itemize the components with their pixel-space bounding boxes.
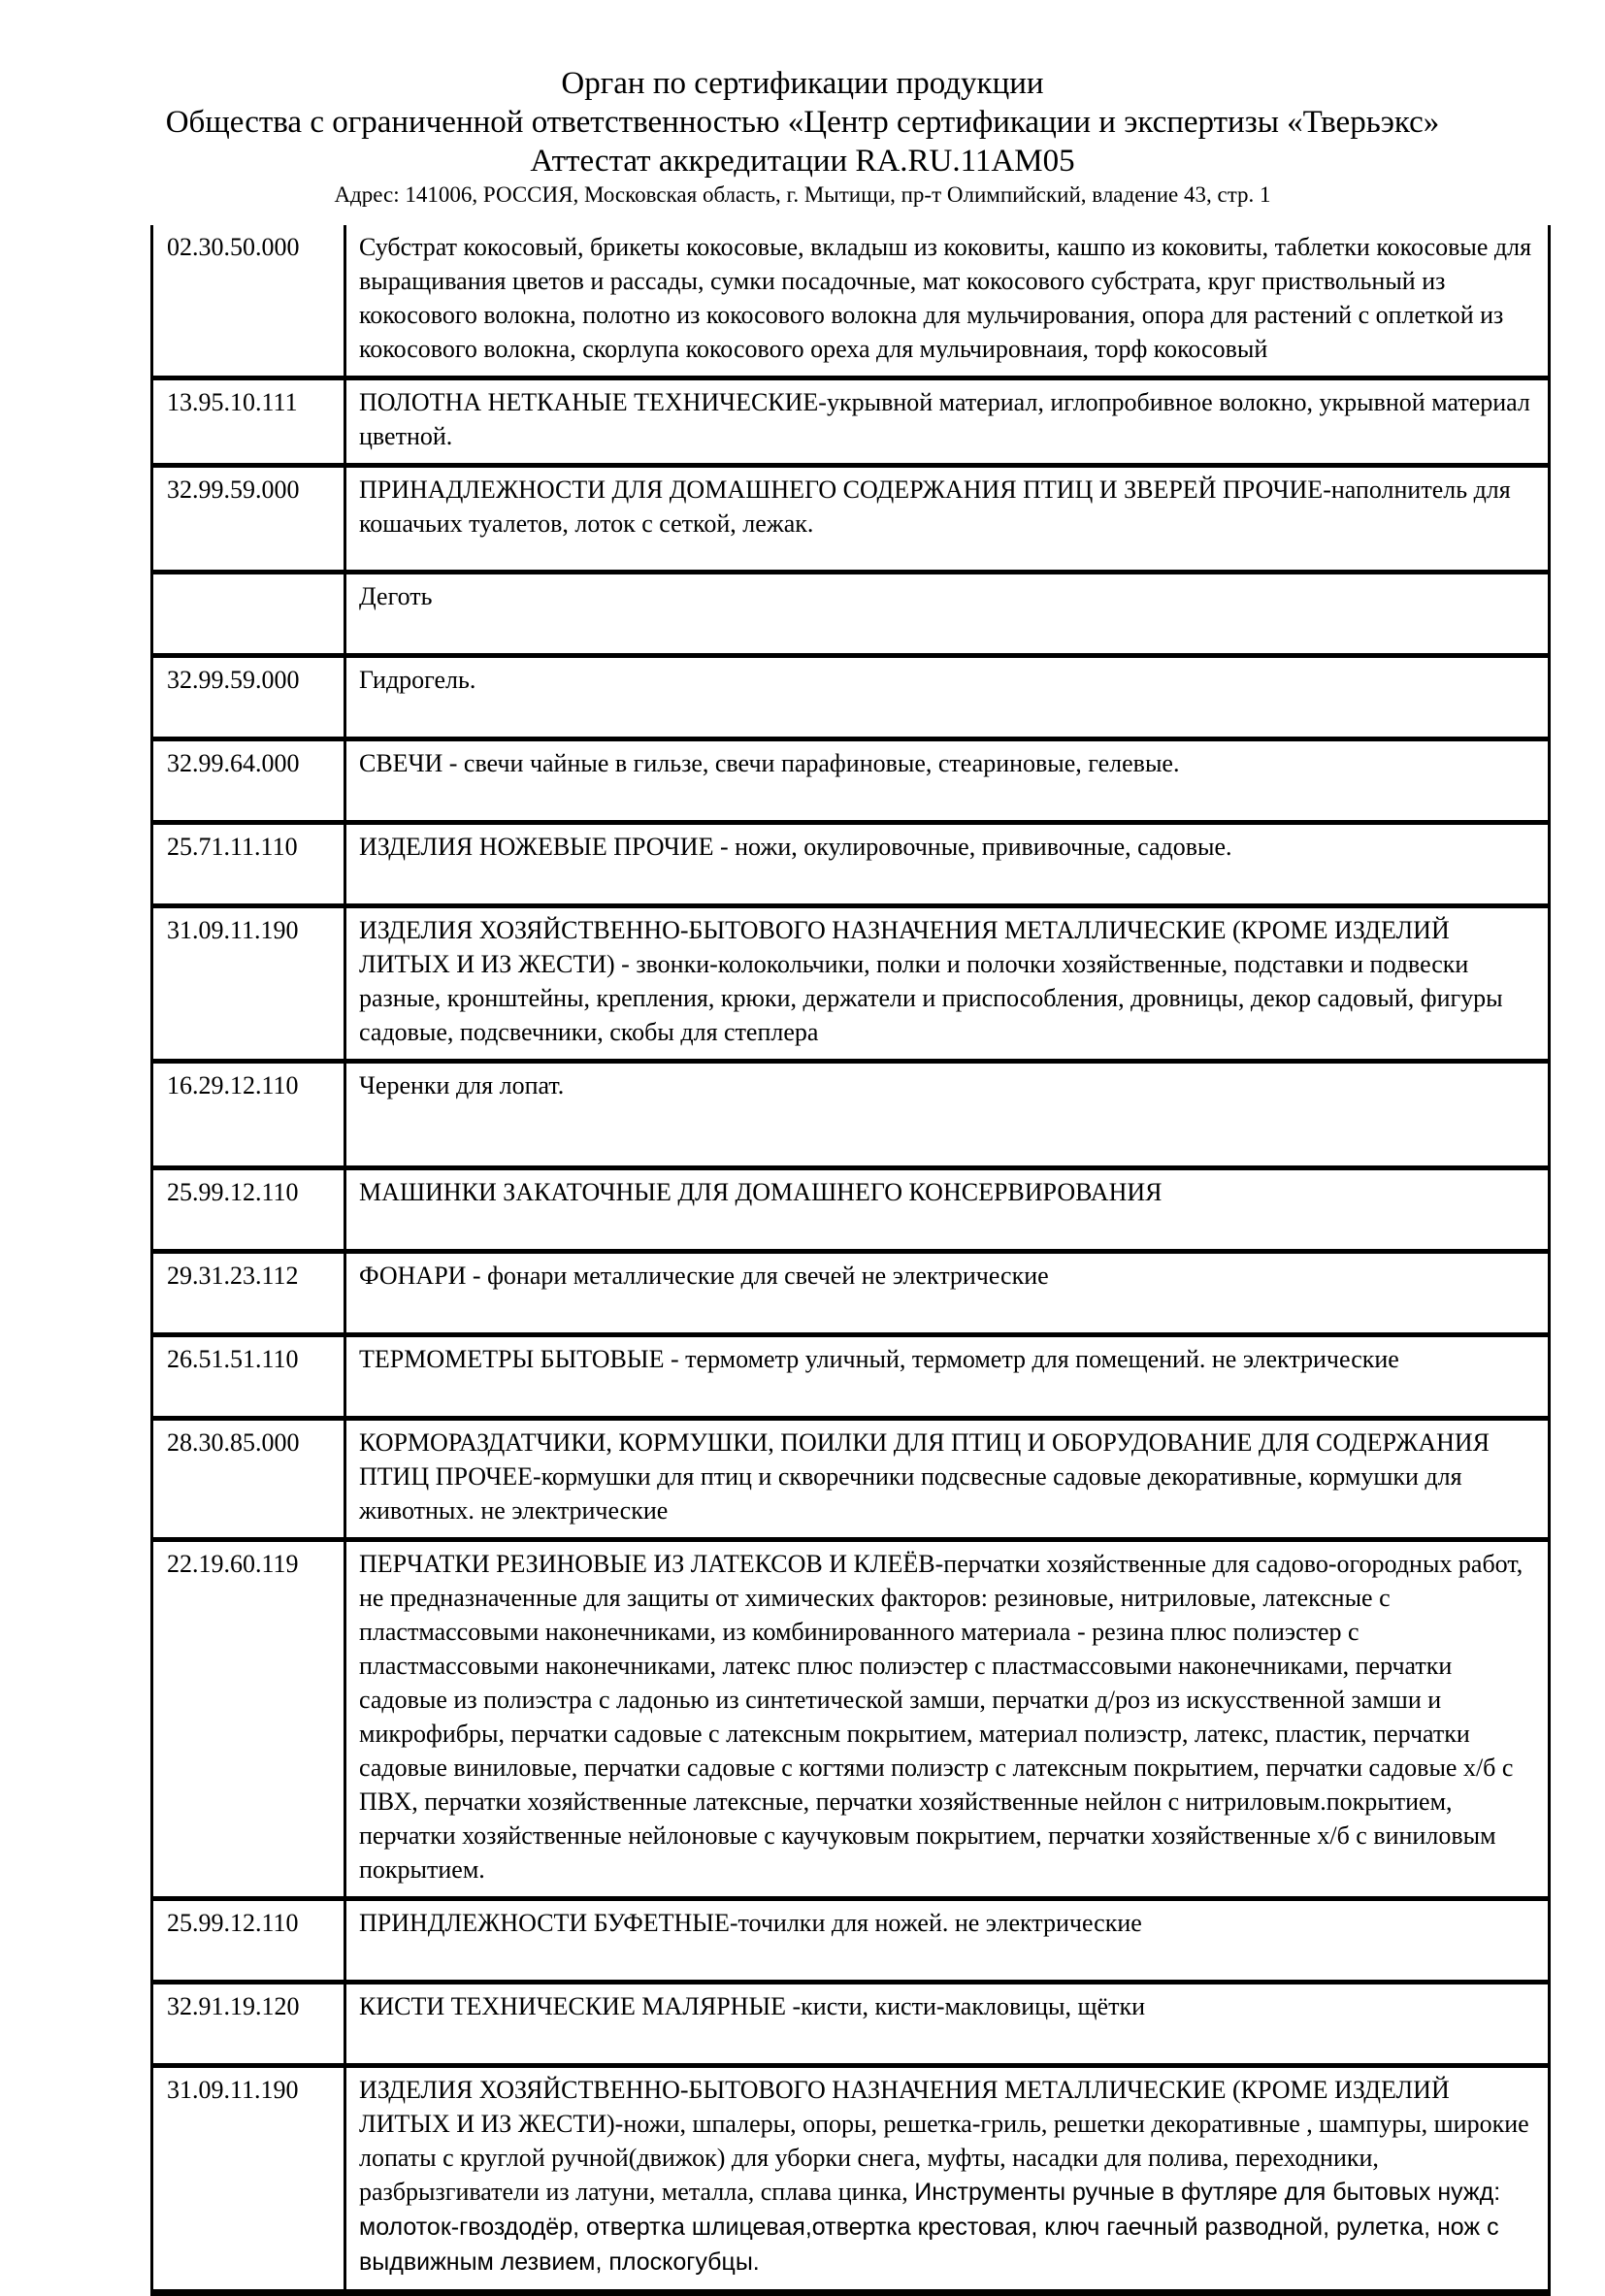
product-codes-table	[150, 225, 1551, 2296]
description-cell	[345, 739, 1550, 823]
product-code: 13.95.10.111	[167, 388, 298, 416]
code-cell	[152, 1983, 345, 2066]
product-description-sans: Инструменты ручные в футляре для бытовых нужд: молоток-гвоздодёр, отвертка шлицевая,отвертка крестовая, ключ гаечный разводной, рулетка, нож с выдвижным лезвием, плоскогубцы.	[359, 2179, 1501, 2276]
product-description: Деготь	[359, 582, 433, 610]
description-cell	[345, 225, 1550, 378]
table-row	[152, 1540, 1550, 1899]
document-header	[0, 0, 1605, 210]
table-row	[152, 466, 1550, 573]
table-row	[152, 1335, 1550, 1419]
description-cell	[345, 2066, 1550, 2293]
header-company-line: Общества с ограниченной ответственностью «Центр сертификации и экспертизы «Тверьэкс»	[165, 105, 1440, 140]
product-description: ТЕРМОМЕТРЫ БЫТОВЫЕ - термометр уличный, термометр для помещений. не электрические	[359, 1345, 1399, 1373]
code-cell	[152, 378, 345, 466]
description-cell	[345, 1335, 1550, 1419]
header-org-line: Орган по сертификации продукции	[561, 66, 1044, 101]
table-row	[152, 906, 1550, 1062]
product-code: 26.51.51.110	[167, 1345, 299, 1373]
product-description: КИСТИ ТЕХНИЧЕСКИЕ МАЛЯРНЫЕ -кисти, кисти-макловицы, щётки	[359, 1992, 1145, 2020]
code-cell	[152, 906, 345, 1062]
product-code: 28.30.85.000	[167, 1428, 300, 1457]
code-cell	[152, 1062, 345, 1168]
description-cell	[345, 573, 1550, 656]
description-cell	[345, 906, 1550, 1062]
product-code: 25.71.11.110	[167, 833, 298, 861]
table-row	[152, 739, 1550, 823]
table-row	[152, 1062, 1550, 1168]
product-code: 32.99.59.000	[167, 666, 300, 694]
table-row	[152, 1983, 1550, 2066]
code-cell	[152, 1540, 345, 1899]
product-code: 25.99.12.110	[167, 1909, 299, 1937]
code-cell	[152, 1419, 345, 1540]
code-cell	[152, 739, 345, 823]
code-cell	[152, 1899, 345, 1983]
product-description: СВЕЧИ - свечи чайные в гильзе, свечи парафиновые, стеариновые, гелевые.	[359, 749, 1180, 777]
table-row	[152, 573, 1550, 656]
product-code: 29.31.23.112	[167, 1262, 299, 1290]
product-code: 32.91.19.120	[167, 1992, 300, 2020]
code-cell	[152, 225, 345, 378]
product-code: 16.29.12.110	[167, 1071, 299, 1099]
product-code: 32.99.64.000	[167, 749, 300, 777]
table-row	[152, 1899, 1550, 1983]
description-cell	[345, 1168, 1550, 1252]
code-cell	[152, 656, 345, 739]
product-description: ПОЛОТНА НЕТКАНЫЕ ТЕХНИЧЕСКИЕ-укрывной материал, иглопробивное волокно, укрывной материал цветной.	[359, 388, 1530, 450]
table-row	[152, 1252, 1550, 1335]
table-row	[152, 2066, 1550, 2293]
description-cell	[345, 823, 1550, 906]
product-code: 31.09.11.190	[167, 2076, 299, 2104]
table-row	[152, 1168, 1550, 1252]
product-code: 32.99.59.000	[167, 476, 300, 504]
description-cell	[345, 1252, 1550, 1335]
table-row	[152, 656, 1550, 739]
description-cell	[345, 1540, 1550, 1899]
product-code: 31.09.11.190	[167, 916, 299, 944]
code-cell	[152, 1252, 345, 1335]
header-address-line: Адрес: 141006, РОССИЯ, Московская область, г. Мытищи, пр-т Олимпийский, владение 43, стр. 1	[334, 182, 1271, 207]
table-row	[152, 823, 1550, 906]
description-cell	[345, 1062, 1550, 1168]
product-code: 02.30.50.000	[167, 233, 300, 261]
description-cell	[345, 656, 1550, 739]
code-cell	[152, 1335, 345, 1419]
product-description: ПРИНАДЛЕЖНОСТИ ДЛЯ ДОМАШНЕГО СОДЕРЖАНИЯ ПТИЦ И ЗВЕРЕЙ ПРОЧИЕ-наполнитель для кошачьих туалетов, лоток с сеткой, лежак.	[359, 476, 1511, 538]
description-cell	[345, 378, 1550, 466]
table-row	[152, 378, 1550, 466]
code-cell	[152, 1168, 345, 1252]
description-cell	[345, 1983, 1550, 2066]
description-cell	[345, 466, 1550, 573]
table-row	[152, 225, 1550, 378]
product-description: ПРИНДЛЕЖНОСТИ БУФЕТНЫЕ-точилки для ножей. не электрические	[359, 1909, 1142, 1937]
product-description: МАШИНКИ ЗАКАТОЧНЫЕ ДЛЯ ДОМАШНЕГО КОНСЕРВИРОВАНИЯ	[359, 1178, 1163, 1206]
table-row	[152, 1419, 1550, 1540]
product-description: ИЗДЕЛИЯ НОЖЕВЫЕ ПРОЧИЕ - ножи, окулировочные, прививочные, садовые.	[359, 833, 1232, 861]
header-accreditation-line: Аттестат аккредитации RA.RU.11АМ05	[530, 144, 1075, 179]
product-description: ИЗДЕЛИЯ ХОЗЯЙСТВЕННО-БЫТОВОГО НАЗНАЧЕНИЯ МЕТАЛЛИЧЕСКИЕ (КРОМЕ ИЗДЕЛИЙ ЛИТЫХ И ИЗ ЖЕСТИ)-ножи, шпалеры, опоры, решетка-гриль, решетки декоративные , шампуры, широкие лопаты с круглой ручной(движок) для уборки снега, муфты, насадки для полива, переходники, разбрызгиватели из латуни, металла, сплава цинка,	[359, 2076, 1529, 2206]
product-description: Гидрогель.	[359, 666, 476, 694]
code-cell	[152, 823, 345, 906]
code-cell	[152, 573, 345, 656]
product-description: Субстрат кокосовый, брикеты кокосовые, вкладыш из коковиты, кашпо из коковиты, таблетки кокосовые для выращивания цветов и рассады, сумки посадочные, мат кокосового субстрата, круг приствольный из кокосового волокна, полотно из кокосового волокна для мульчирования, опора для растений с оплеткой из кокосового волокна, скорлупа кокосового ореха для мульчировнаия, торф кокосовый	[359, 233, 1532, 363]
product-description: ИЗДЕЛИЯ ХОЗЯЙСТВЕННО-БЫТОВОГО НАЗНАЧЕНИЯ МЕТАЛЛИЧЕСКИЕ (КРОМЕ ИЗДЕЛИЙ ЛИТЫХ И ИЗ ЖЕСТИ) - звонки-колокольчики, полки и полочки хозяйственные, подставки и подвески разные, кронштейны, крепления, крюки, держатели и приспособления, дровницы, декор садовый, фигуры садовые, подсвечники, скобы для степлера	[359, 916, 1503, 1046]
product-description: ФОНАРИ - фонари металлические для свечей не электрические	[359, 1262, 1049, 1290]
description-cell	[345, 1419, 1550, 1540]
code-cell	[152, 466, 345, 573]
code-cell	[152, 2066, 345, 2293]
product-code: 22.19.60.119	[167, 1550, 299, 1578]
description-cell	[345, 1899, 1550, 1983]
product-description: Черенки для лопат.	[359, 1071, 565, 1099]
product-description: КОРМОРАЗДАТЧИКИ, КОРМУШКИ, ПОИЛКИ ДЛЯ ПТИЦ И ОБОРУДОВАНИЕ ДЛЯ СОДЕРЖАНИЯ ПТИЦ ПРОЧЕЕ-кормушки для птиц и скворечники подсвесные садовые декоративные, кормушки для животных. не электрические	[359, 1428, 1490, 1525]
product-table-body	[152, 225, 1550, 2293]
product-code: 25.99.12.110	[167, 1178, 299, 1206]
product-description: ПЕРЧАТКИ РЕЗИНОВЫЕ ИЗ ЛАТЕКСОВ И КЛЕЁВ-перчатки хозяйственные для садово-огородных работ, не предназначенные для защиты от химических факторов: резиновые, нитриловые, латексные с пластмассовыми наконечниками, из комбинированного материала - резина плюс полиэстер с пластмассовыми наконечниками, латекс плюс полиэстер с пластмассовыми наконечниками, перчатки садовые из полиэстра с ладонью из синтетической замши, перчатки д/роз из искусственной замши и микрофибры, перчатки садовые с латексным покрытием, материал полиэстр, латекс, пластик, перчатки садовые виниловые, перчатки садовые с когтями полиэстр с латексным покрытием, перчатки садовые х/б с ПВХ, перчатки хозяйственные латексные, перчатки хозяйственные нейлон с нитриловым.покрытием, перчатки хозяйственные нейлоновые с каучуковым покрытием, перчатки хозяйственные х/б с виниловым покрытием.	[359, 1550, 1523, 1884]
